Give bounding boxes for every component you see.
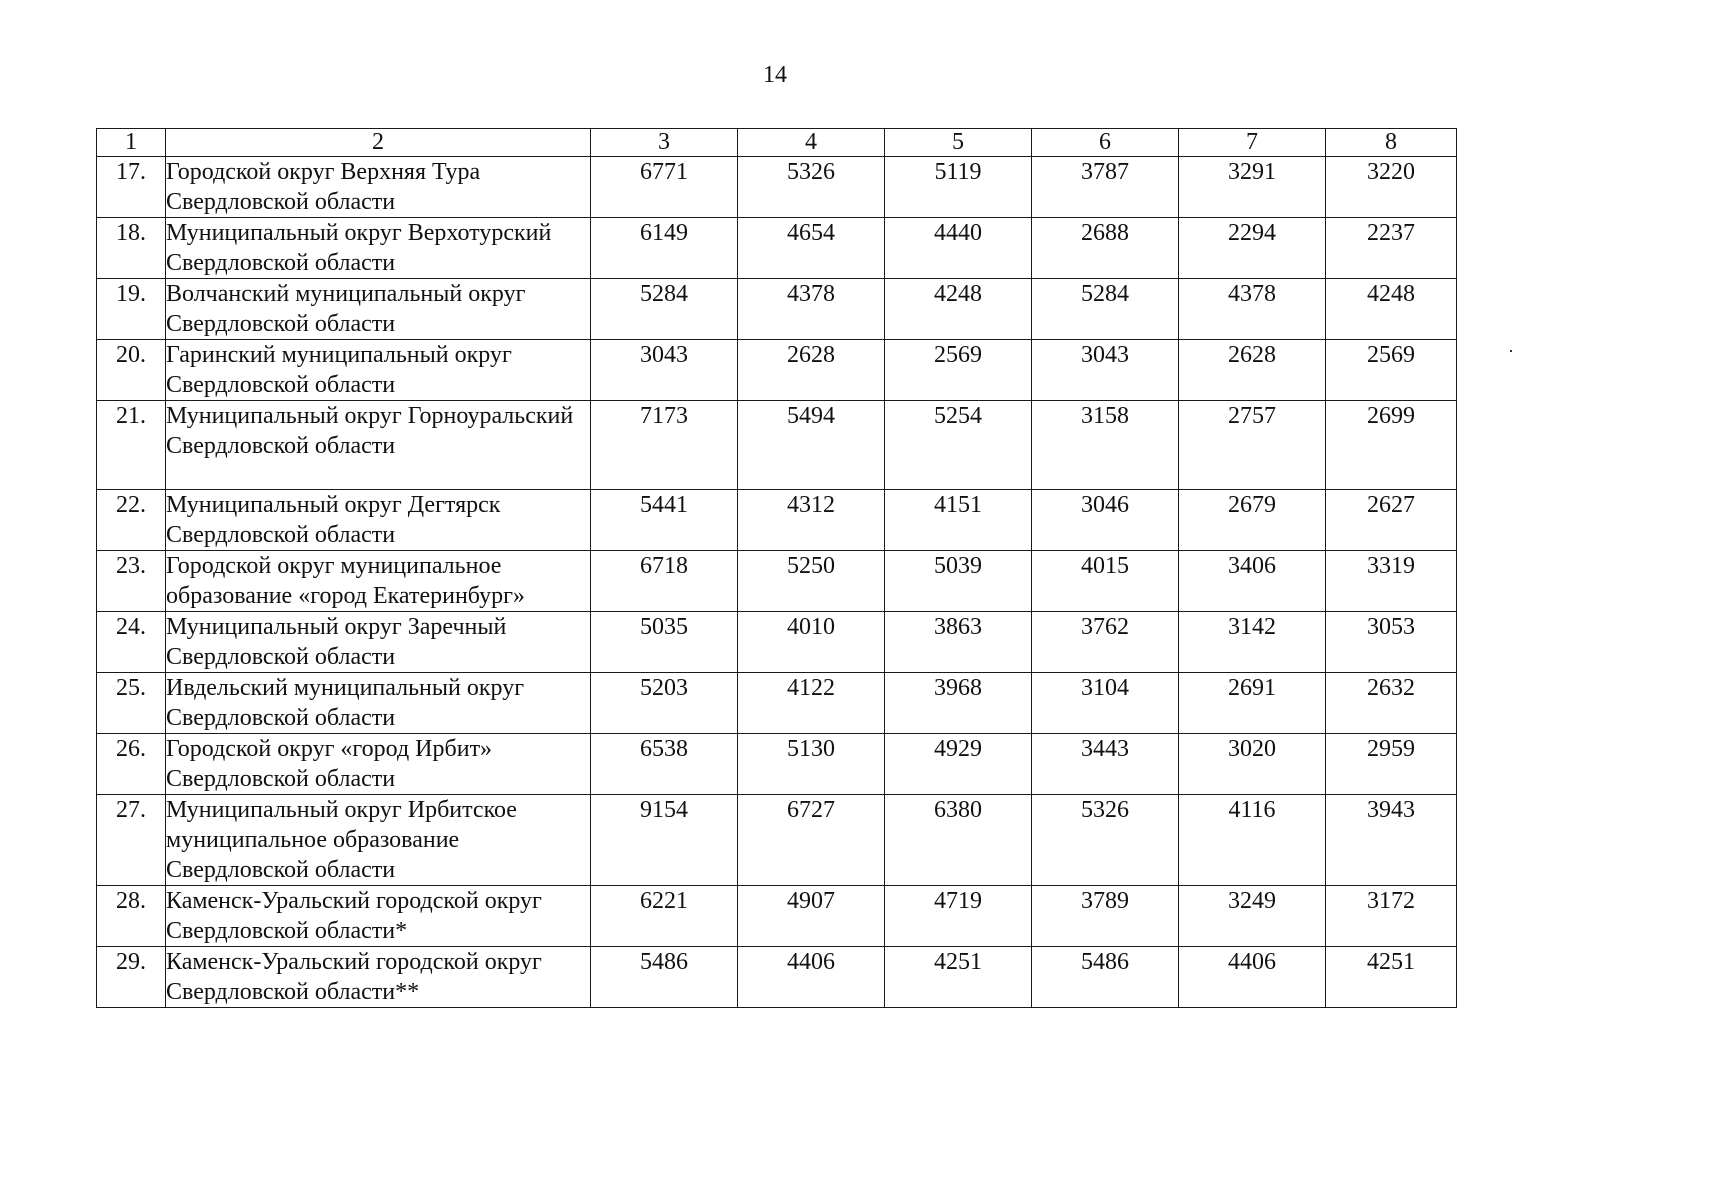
value-cell-col-6: 3443 <box>1032 734 1179 795</box>
value-cell-col-8: 2632 <box>1326 673 1457 734</box>
value-cell-col-3: 5486 <box>591 947 738 1008</box>
row-number-cell: 17. <box>97 157 166 218</box>
value-cell-col-3: 6718 <box>591 551 738 612</box>
value-cell-col-8: 3943 <box>1326 795 1457 886</box>
value-cell-col-5: 6380 <box>885 795 1032 886</box>
header-cell: 5 <box>885 129 1032 157</box>
value-cell-col-4: 5130 <box>738 734 885 795</box>
header-cell: 3 <box>591 129 738 157</box>
table-row <box>97 551 1457 612</box>
header-cell: 7 <box>1179 129 1326 157</box>
row-number-cell: 21. <box>97 401 166 490</box>
value-cell-col-8: 3220 <box>1326 157 1457 218</box>
value-cell-col-3: 6771 <box>591 157 738 218</box>
data-table <box>96 128 1457 1008</box>
value-cell-col-5: 5254 <box>885 401 1032 490</box>
row-number-cell: 19. <box>97 279 166 340</box>
value-cell-col-7: 4406 <box>1179 947 1326 1008</box>
value-cell-col-5: 3863 <box>885 612 1032 673</box>
value-cell-col-4: 5250 <box>738 551 885 612</box>
municipality-name-cell: Муниципальный округ Горноуральский Свердловской области <box>166 401 591 490</box>
row-number-cell: 23. <box>97 551 166 612</box>
municipality-name-cell: Городской округ «город Ирбит» Свердловской области <box>166 734 591 795</box>
table-row <box>97 401 1457 490</box>
value-cell-col-5: 3968 <box>885 673 1032 734</box>
table-row <box>97 947 1457 1008</box>
value-cell-col-7: 4378 <box>1179 279 1326 340</box>
page-number: 14 <box>763 62 787 88</box>
value-cell-col-3: 7173 <box>591 401 738 490</box>
value-cell-col-7: 3249 <box>1179 886 1326 947</box>
municipality-name-cell: Муниципальный округ Ирбитское муниципальное образование Свердловской области <box>166 795 591 886</box>
table-body <box>97 129 1457 1008</box>
value-cell-col-4: 5326 <box>738 157 885 218</box>
municipality-name-cell: Муниципальный округ Дегтярск Свердловской области <box>166 490 591 551</box>
stray-mark <box>1510 350 1512 352</box>
header-row <box>97 129 1457 157</box>
value-cell-col-4: 6727 <box>738 795 885 886</box>
value-cell-col-4: 4378 <box>738 279 885 340</box>
value-cell-col-7: 3291 <box>1179 157 1326 218</box>
value-cell-col-6: 3043 <box>1032 340 1179 401</box>
value-cell-col-5: 5039 <box>885 551 1032 612</box>
value-cell-col-8: 2627 <box>1326 490 1457 551</box>
value-cell-col-4: 4122 <box>738 673 885 734</box>
row-number-cell: 20. <box>97 340 166 401</box>
value-cell-col-5: 4929 <box>885 734 1032 795</box>
table-row <box>97 612 1457 673</box>
value-cell-col-8: 2569 <box>1326 340 1457 401</box>
row-number-cell: 27. <box>97 795 166 886</box>
table-row <box>97 218 1457 279</box>
value-cell-col-4: 2628 <box>738 340 885 401</box>
value-cell-col-5: 4251 <box>885 947 1032 1008</box>
value-cell-col-7: 4116 <box>1179 795 1326 886</box>
value-cell-col-8: 3053 <box>1326 612 1457 673</box>
value-cell-col-3: 6221 <box>591 886 738 947</box>
value-cell-col-6: 2688 <box>1032 218 1179 279</box>
municipality-name-cell: Ивдельский муниципальный округ Свердловской области <box>166 673 591 734</box>
value-cell-col-8: 2699 <box>1326 401 1457 490</box>
table-row <box>97 734 1457 795</box>
value-cell-col-7: 3142 <box>1179 612 1326 673</box>
value-cell-col-8: 4248 <box>1326 279 1457 340</box>
value-cell-col-4: 4312 <box>738 490 885 551</box>
value-cell-col-7: 2294 <box>1179 218 1326 279</box>
value-cell-col-4: 4406 <box>738 947 885 1008</box>
value-cell-col-3: 5035 <box>591 612 738 673</box>
value-cell-col-3: 6149 <box>591 218 738 279</box>
value-cell-col-3: 6538 <box>591 734 738 795</box>
value-cell-col-7: 2757 <box>1179 401 1326 490</box>
value-cell-col-5: 4719 <box>885 886 1032 947</box>
value-cell-col-7: 2628 <box>1179 340 1326 401</box>
header-cell: 2 <box>166 129 591 157</box>
table-row <box>97 490 1457 551</box>
value-cell-col-3: 5284 <box>591 279 738 340</box>
value-cell-col-5: 4440 <box>885 218 1032 279</box>
municipality-name-cell: Муниципальный округ Верхотурский Свердловской области <box>166 218 591 279</box>
value-cell-col-8: 3172 <box>1326 886 1457 947</box>
value-cell-col-8: 2237 <box>1326 218 1457 279</box>
header-cell: 6 <box>1032 129 1179 157</box>
value-cell-col-5: 2569 <box>885 340 1032 401</box>
municipality-name-cell: Городской округ Верхняя Тура Свердловской области <box>166 157 591 218</box>
value-cell-col-3: 5441 <box>591 490 738 551</box>
municipality-name-cell: Муниципальный округ Заречный Свердловской области <box>166 612 591 673</box>
value-cell-col-8: 4251 <box>1326 947 1457 1008</box>
value-cell-col-6: 5326 <box>1032 795 1179 886</box>
value-cell-col-6: 3762 <box>1032 612 1179 673</box>
table-row <box>97 279 1457 340</box>
table-row <box>97 157 1457 218</box>
value-cell-col-7: 3020 <box>1179 734 1326 795</box>
municipality-name-cell: Гаринский муниципальный округ Свердловской области <box>166 340 591 401</box>
value-cell-col-8: 3319 <box>1326 551 1457 612</box>
row-number-cell: 22. <box>97 490 166 551</box>
value-cell-col-6: 3787 <box>1032 157 1179 218</box>
value-cell-col-6: 3158 <box>1032 401 1179 490</box>
header-cell: 8 <box>1326 129 1457 157</box>
value-cell-col-8: 2959 <box>1326 734 1457 795</box>
table-row <box>97 673 1457 734</box>
table-row <box>97 886 1457 947</box>
header-cell: 4 <box>738 129 885 157</box>
value-cell-col-5: 5119 <box>885 157 1032 218</box>
row-number-cell: 24. <box>97 612 166 673</box>
value-cell-col-4: 4654 <box>738 218 885 279</box>
value-cell-col-4: 4907 <box>738 886 885 947</box>
value-cell-col-3: 3043 <box>591 340 738 401</box>
row-number-cell: 28. <box>97 886 166 947</box>
value-cell-col-7: 2679 <box>1179 490 1326 551</box>
row-number-cell: 29. <box>97 947 166 1008</box>
table-row <box>97 795 1457 886</box>
table-row <box>97 340 1457 401</box>
value-cell-col-6: 5486 <box>1032 947 1179 1008</box>
value-cell-col-6: 3789 <box>1032 886 1179 947</box>
municipality-name-cell: Каменск-Уральский городской округ Свердловской области** <box>166 947 591 1008</box>
municipality-name-cell: Каменск-Уральский городской округ Свердловской области* <box>166 886 591 947</box>
row-number-cell: 25. <box>97 673 166 734</box>
value-cell-col-4: 4010 <box>738 612 885 673</box>
row-number-cell: 26. <box>97 734 166 795</box>
value-cell-col-7: 3406 <box>1179 551 1326 612</box>
value-cell-col-3: 5203 <box>591 673 738 734</box>
value-cell-col-7: 2691 <box>1179 673 1326 734</box>
row-number-cell: 18. <box>97 218 166 279</box>
value-cell-col-5: 4151 <box>885 490 1032 551</box>
header-cell: 1 <box>97 129 166 157</box>
value-cell-col-4: 5494 <box>738 401 885 490</box>
value-cell-col-3: 9154 <box>591 795 738 886</box>
value-cell-col-5: 4248 <box>885 279 1032 340</box>
value-cell-col-6: 4015 <box>1032 551 1179 612</box>
value-cell-col-6: 5284 <box>1032 279 1179 340</box>
municipality-name-cell: Городской округ муниципальное образование «город Екатеринбург» <box>166 551 591 612</box>
value-cell-col-6: 3104 <box>1032 673 1179 734</box>
value-cell-col-6: 3046 <box>1032 490 1179 551</box>
municipality-name-cell: Волчанский муниципальный округ Свердловской области <box>166 279 591 340</box>
